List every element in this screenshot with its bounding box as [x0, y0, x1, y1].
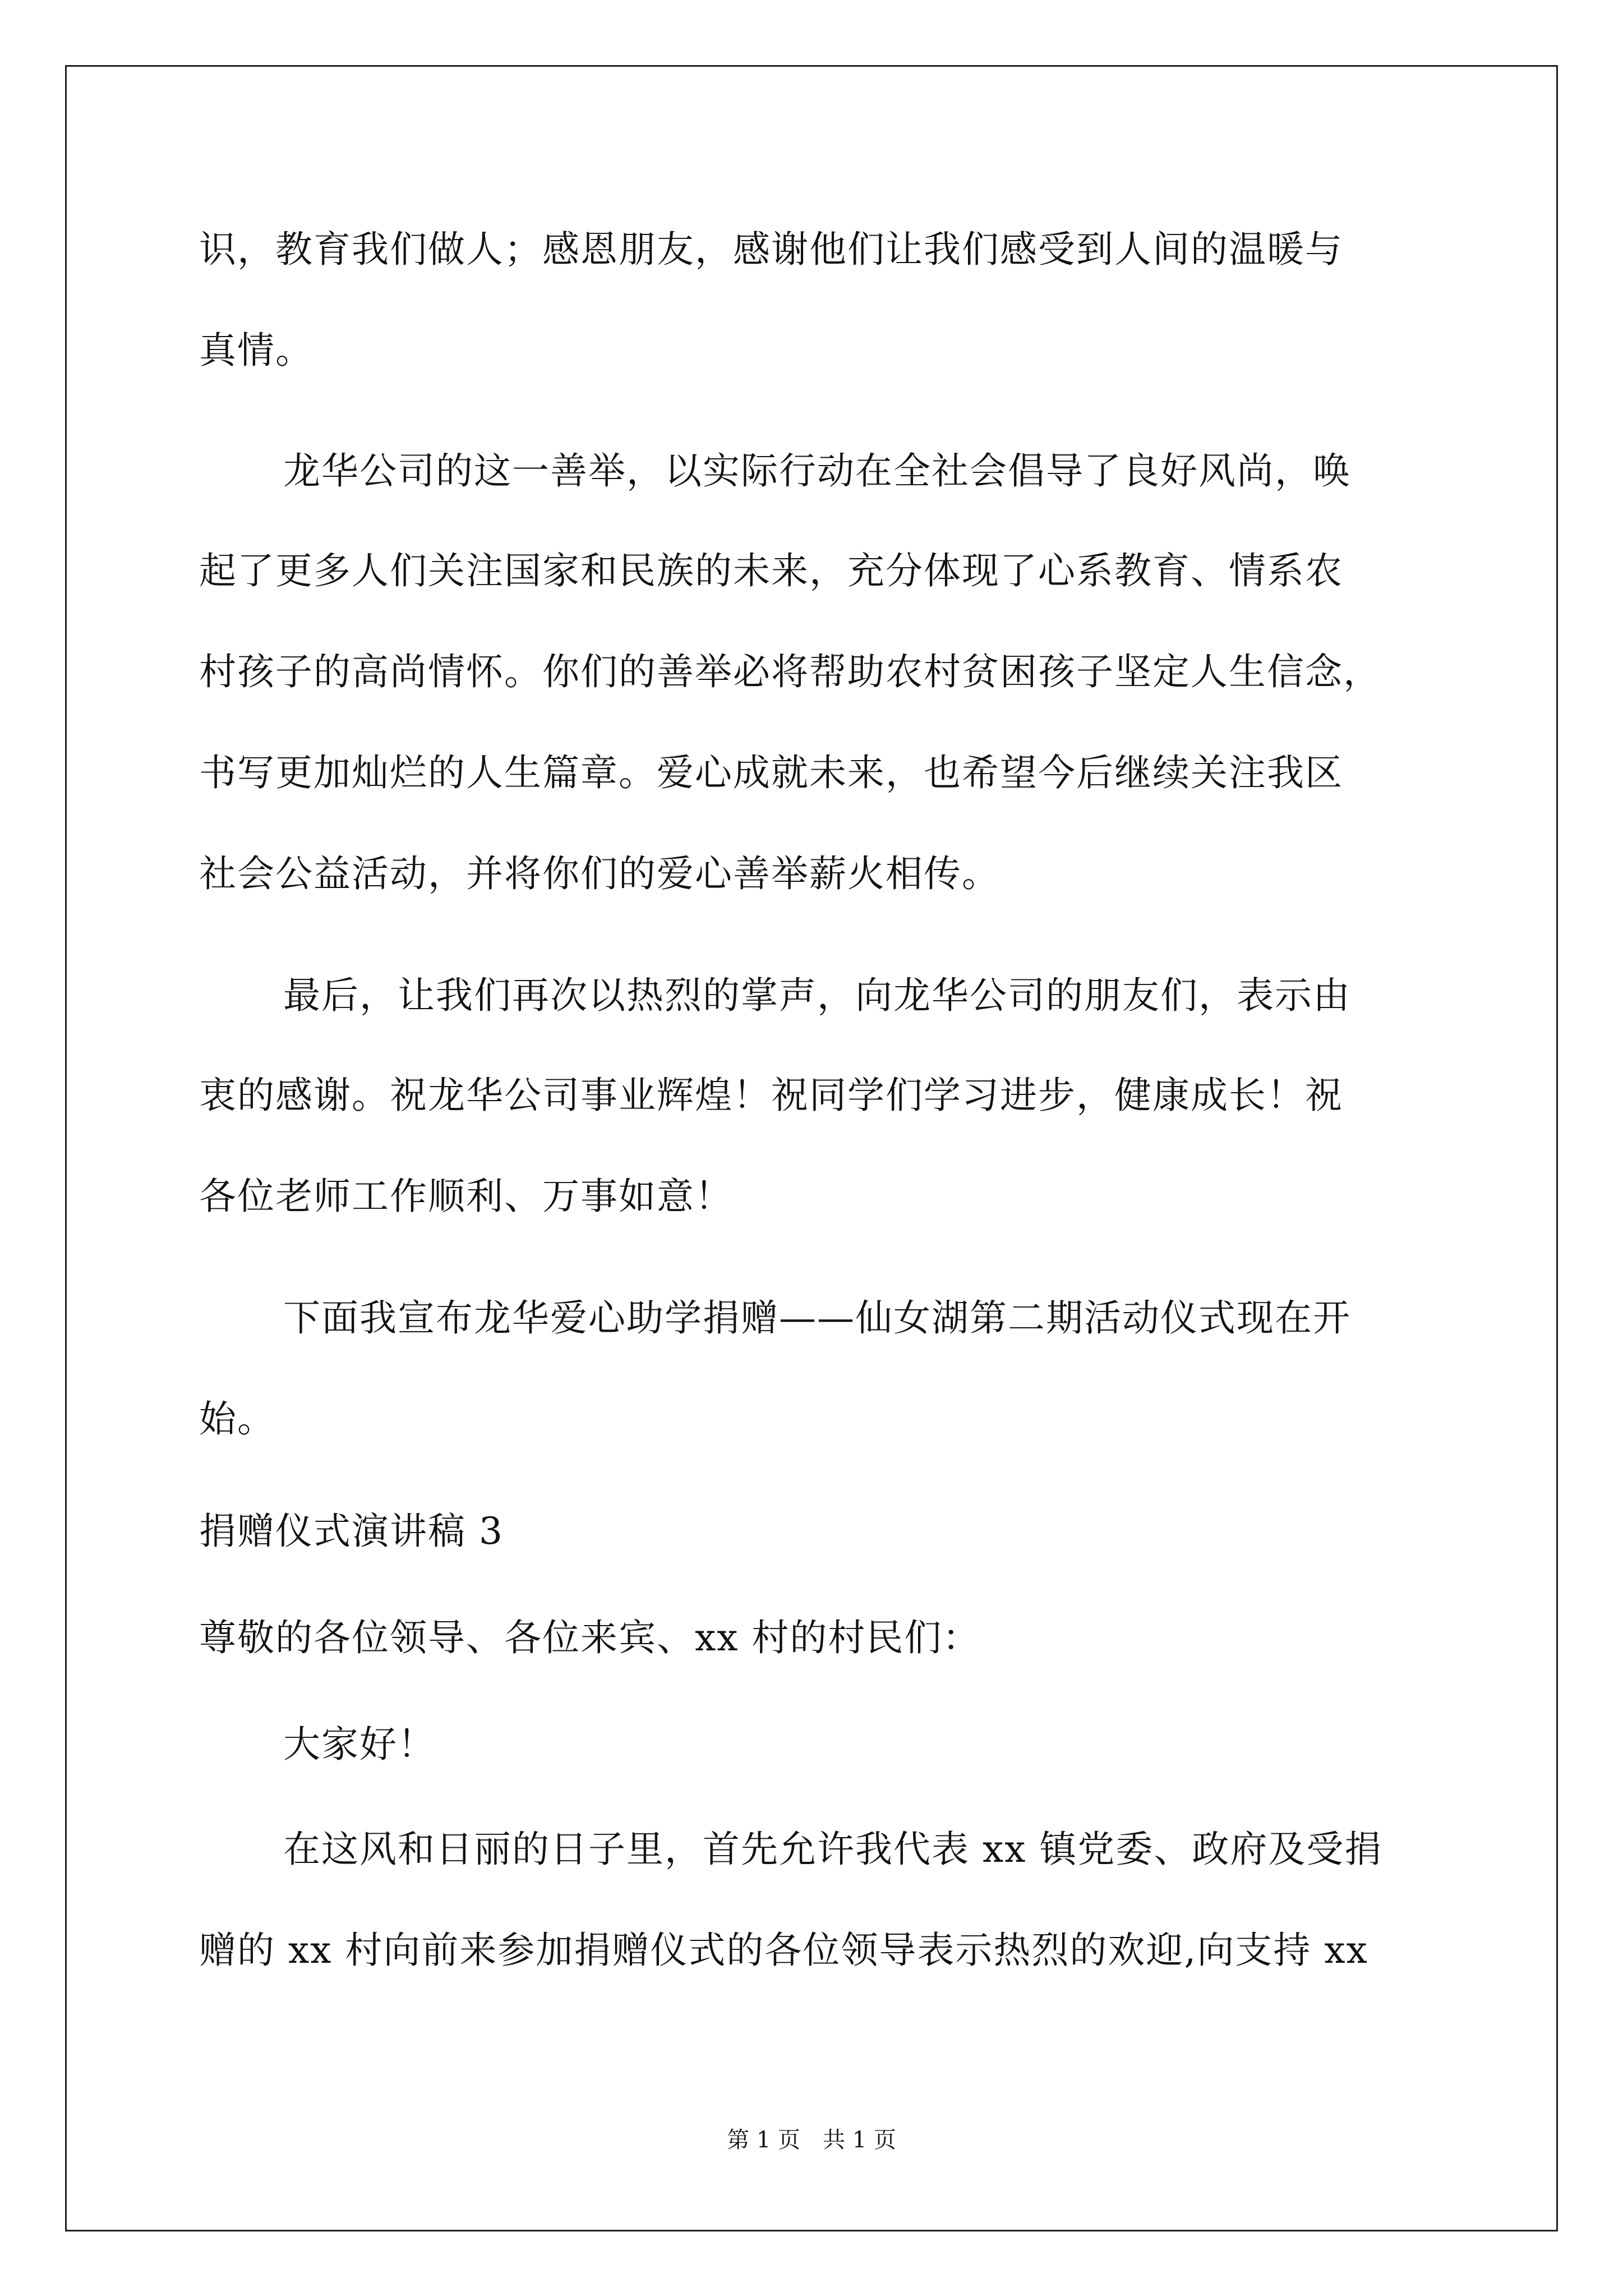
salutation-line: 尊敬的各位领导、各位来宾、xx 村的村民们： [199, 1616, 981, 1659]
body-text-line: 各位老师工作顺利、万事如意！ [199, 1175, 733, 1218]
paragraph-start-line: 最后，让我们再次以热烈的掌声，向龙华公司的朋友们，表示由 [283, 974, 1351, 1017]
body-text-line: 赠的 xx 村向前来参加捐赠仪式的各位领导表示热烈的欢迎,向支持 xx [199, 1929, 1368, 1972]
page-border [65, 65, 1558, 2231]
greeting-line: 大家好！ [283, 1723, 436, 1766]
body-text-line: 起了更多人们关注国家和民族的未来，充分体现了心系教育、情系农 [199, 549, 1343, 592]
page-footer [0, 2126, 1623, 2154]
body-text-line: 书写更加灿烂的人生篇章。爱心成就未来，也希望今后继续关注我区 [199, 751, 1343, 794]
body-text-line: 衷的感谢。祝龙华公司事业辉煌！祝同学们学习进步，健康成长！祝 [199, 1074, 1343, 1117]
page-total: 共 1 页 [823, 2127, 896, 2153]
body-text-line: 始。 [199, 1397, 275, 1441]
body-text-line: 村孩子的高尚情怀。你们的善举必将帮助农村贫困孩子坚定人生信念， [199, 650, 1381, 693]
section-heading: 捐赠仪式演讲稿 3 [199, 1510, 504, 1553]
body-text-line: 真情。 [199, 329, 313, 372]
page-number: 第 1 页 [727, 2127, 800, 2153]
paragraph-start-line: 在这风和日丽的日子里，首先允许我代表 xx 镇党委、政府及受捐 [283, 1828, 1383, 1871]
body-text-line: 社会公益活动，并将你们的爱心善举薪火相传。 [199, 852, 1000, 895]
body-text-line: 识，教育我们做人；感恩朋友，感谢他们让我们感受到人间的温暖与 [199, 228, 1343, 271]
paragraph-start-line: 下面我宣布龙华爱心助学捐赠——仙女湖第二期活动仪式现在开 [283, 1296, 1351, 1340]
paragraph-start-line: 龙华公司的这一善举，以实际行动在全社会倡导了良好风尚，唤 [283, 449, 1351, 493]
